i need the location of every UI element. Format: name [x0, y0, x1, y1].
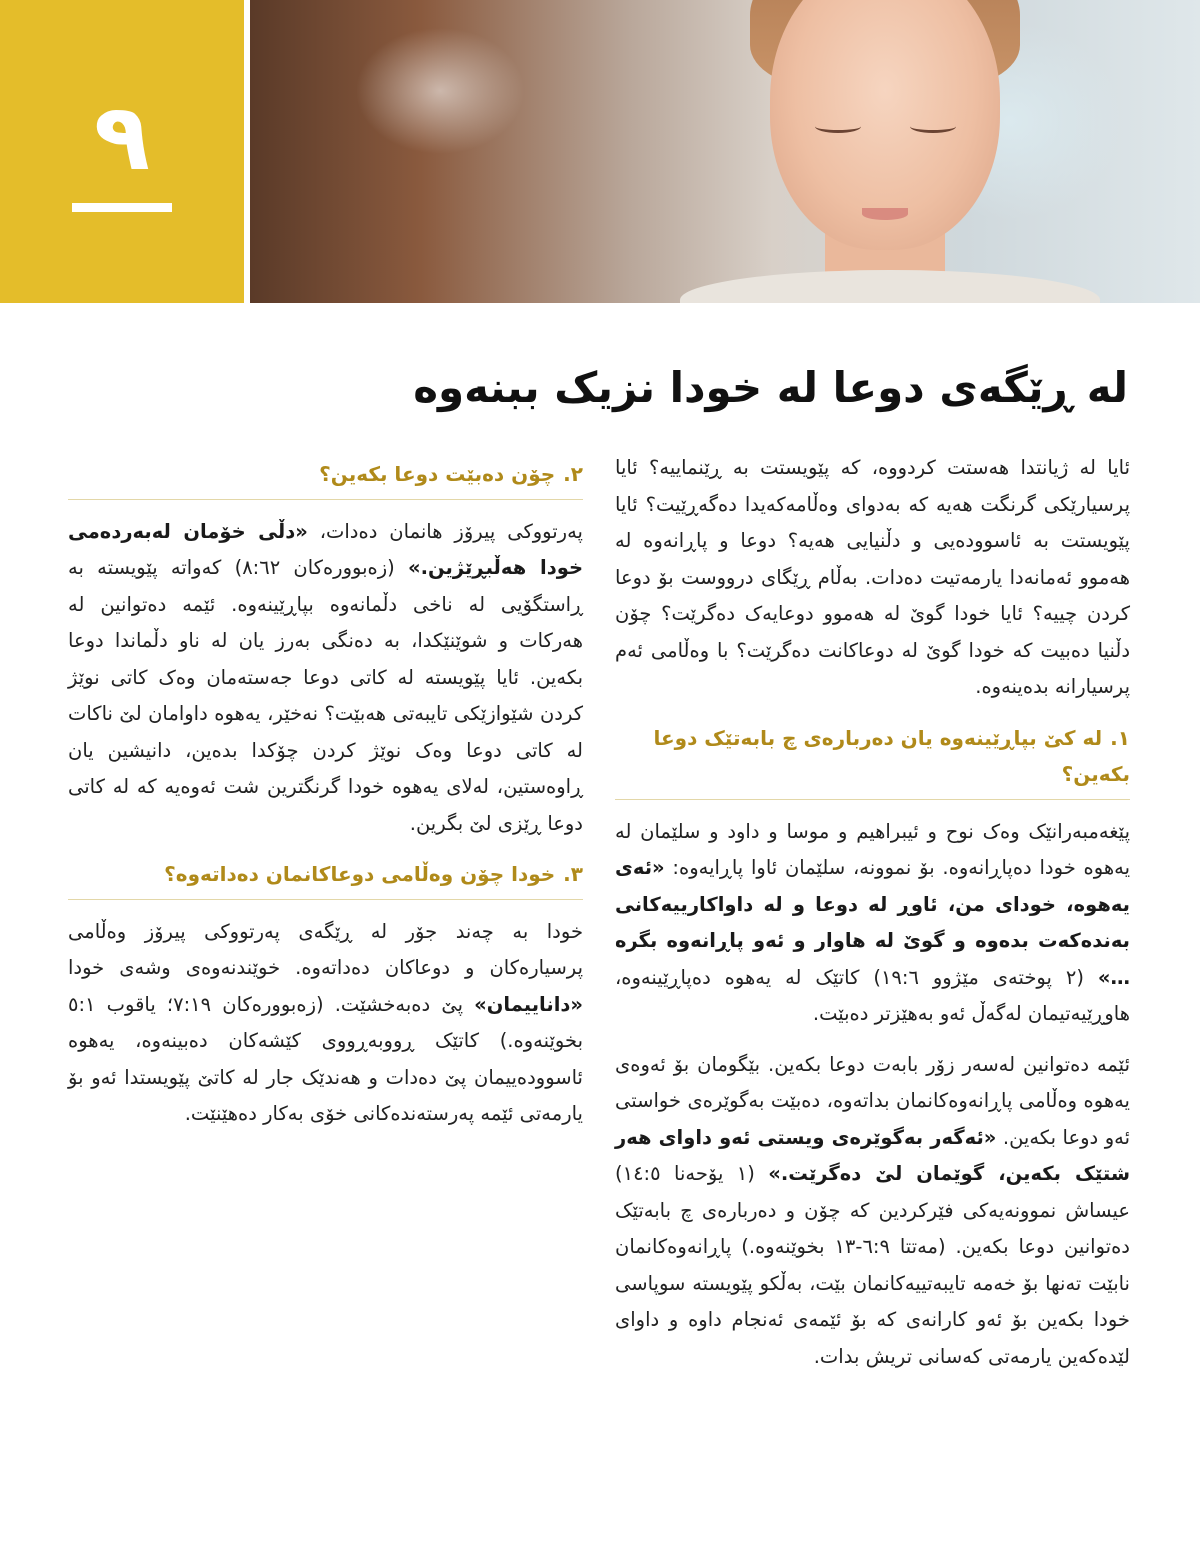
photo-eye-left: [815, 120, 861, 133]
section-1-paragraph-2: [615, 1047, 1130, 1376]
section-1-p2-quote: «ئەگەر بەگوێرەی ویستی ئەو داوای هەر شتێک بکەین، گوێمان لێ دەگرێت.»: [615, 1125, 1131, 1185]
question-2-number: ٢.: [563, 462, 583, 486]
section-1-p2-text-after: (١ یۆحەنا ١٤:٥) عیساش نموونەیەکی فێرکردین کە چۆن و دەربارەی چ بابەتێک دەتوانین دوعا بکەین. (مەتتا ٦:٩-١٣ بخوێنەوە.) پاڕانەوەکانمان نابێت تەنها بۆ خەمە تایبەتییەکانمان بێت، بەڵکو پێویستە سوپاسی خودا بکەین بۆ ئەو کارانەی کە بۆ ئێمەی ئەنجام داوە و داوای لێدەکەین یارمەتی کەسانی تریش بدات.: [615, 1162, 1130, 1368]
question-3-heading: [68, 856, 583, 900]
lesson-number: ٩: [93, 84, 151, 191]
header-band: [0, 0, 1200, 303]
intro-paragraph: ئایا لە ژیانتدا هەستت کردووە، کە پێویستت بە ڕێنماییە؟ ئایا پرسیارێکی گرنگت هەیە کە بەدوای وەڵامەکەیدا دەگەڕێیت؟ ئایا پێویستت بە ئاسوودەیی و دڵنیایی هەیە؟ دوعا و پاڕانەوە لە هەموو ئەمانەدا یارمەتیت دەدات. بەڵام ڕێگای درووست بۆ دوعا کردن چییە؟ ئایا خودا گوێ لە هەموو دوعایەک دەگرێت؟ چۆن دڵنیا دەبیت کە خودا گوێ لە دوعاکانت دەگرێت؟ با وەڵامی ئەم پرسیارانە بدەینەوە.: [615, 456, 1130, 698]
photo-lips: [862, 208, 908, 220]
section-1-p1-text-after: (٢ پوختەی مێژوو ١٩:٦) کاتێک لە یەهوە دەپاڕێینەوە، هاوڕێیەتیمان لەگەڵ ئەو بەهێزتر دەبێت.: [615, 965, 1130, 1025]
woman-praying-photo: [250, 0, 1200, 303]
column-left: [68, 452, 583, 1147]
section-3-text: خودا بە چەند جۆر لە ڕێگەی پەرتووکی پیرۆز وەڵامی پرسیارەکان و دوعاکان دەداتەوە. خوێندنەوەی وشەی خودا: [68, 919, 583, 979]
section-1-paragraph-1: [615, 814, 1130, 1033]
section-2-paragraph: [68, 514, 583, 843]
section-1-p1-text: پێغەمبەرانێک وەک نوح و ئیبراهیم و موسا و داود و سلێمان لە یەهوە خودا دەپاڕانەوە. بۆ نموونە، سلێمان ئاوا پاڕایەوە:: [615, 819, 1130, 879]
section-3-text-after: پێ دەبەخشێت. (زەبوورەکان ٧:١٩؛ یاقوب ٥:١ بخوێنەوە.) کاتێک ڕووبەڕووی کێشەکان دەبینەوە، یەهوە ئاسوودەییمان پێ دەدات و هەندێک جار لە کاتێ پێویستدا ئەو بۆ یارمەتی ئێمە پەرستەندەکانی خۆی بەکار دەهێنێت.: [68, 992, 583, 1125]
question-2-text: چۆن دەبێت دوعا بکەین؟: [319, 462, 556, 486]
lesson-number-badge: [0, 0, 244, 303]
photo-eye-right: [910, 120, 956, 133]
section-2-text: پەرتووکی پیرۆز هانمان دەدات،: [307, 519, 583, 543]
question-1-number: ١.: [1110, 725, 1130, 750]
photo-shirt: [680, 270, 1100, 303]
question-1-text: لە کێ بپاڕێینەوە یان دەربارەی چ بابەتێک دوعا بکەین؟: [653, 725, 1130, 786]
question-1-heading: [615, 720, 1130, 800]
section-2-quote: «دڵی خۆمان لەبەردەمی خودا هەڵبڕێژین.»: [68, 519, 584, 579]
section-2-text-after: (زەبوورەکان ٨:٦٢) کەواتە پێویستە بە ڕاستگۆیی لە ناخی دڵمانەوە بپاڕێینەوە. ئێمە دەتوانین لە هەرکات و شوێنێکدا، بە دەنگی بەرز یان لە ناو دڵماندا دوعا بکەین. ئایا پێویستە لە کاتی دوعا جەستەمان وەک کاتی نوێژ کردن شێوازێکی تایبەتی هەبێت؟ نەخێر، یەهوە داوامان لێ ناکات لە کاتی دوعا وەک نوێژ کردن چۆکدا بدەین، دانیشین یان ڕاوەستین، لەلای یەهوە خودا گرنگترین شت ئەوەیە کە لە کاتی دوعا ڕێزی لێ بگرین.: [68, 556, 583, 835]
section-1-p2-text: ئێمە دەتوانین لەسەر زۆر بابەت دوعا بکەین. بێگومان بۆ ئەوەی یەهوە وەڵامی پاڕانەوەکانمان بداتەوە، دەبێت بەگوێرەی خواستی ئەو دوعا بکەین.: [615, 1052, 1130, 1149]
section-1-p1-quote: «ئەی یەهوە، خودای من، ئاوڕ لە دوعا و لە داواکارییەکانی بەندەکەت بدەوە و گوێ لە هاوار و ئەو پاڕانەوە بگرە …»: [615, 856, 1130, 989]
column-right: [615, 450, 1130, 1389]
question-3-number: ٣.: [563, 862, 583, 886]
badge-underline: [72, 203, 172, 212]
question-3-text: خودا چۆن وەڵامی دوعاکانمان دەداتەوە؟: [164, 862, 556, 886]
section-3-quote: «داناییمان»: [474, 992, 583, 1016]
page-title: لە ڕێگەی دوعا لە خودا نزیک ببنەوە: [413, 363, 1128, 412]
section-3-paragraph: [68, 914, 583, 1133]
question-2-heading: [68, 456, 583, 500]
